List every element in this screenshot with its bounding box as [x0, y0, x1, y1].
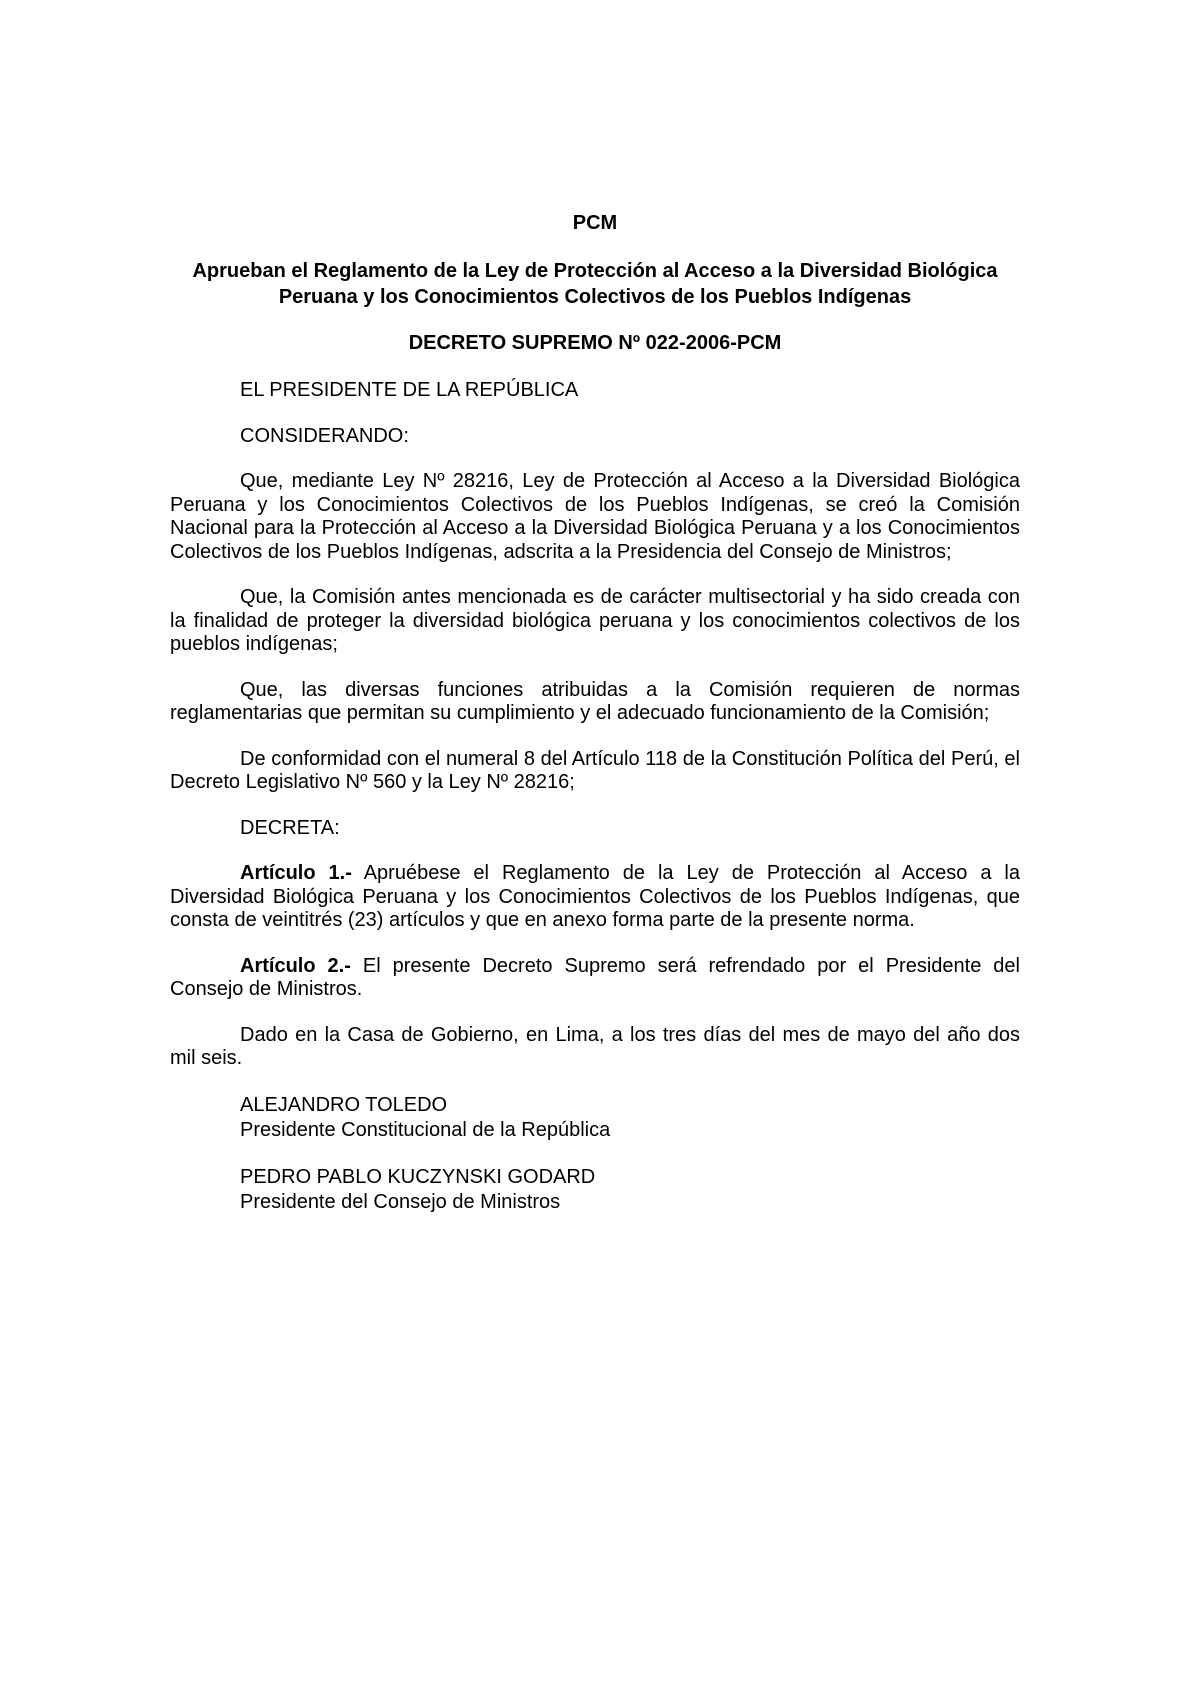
- signature-2-role: Presidente del Consejo de Ministros: [240, 1190, 561, 1213]
- document-title: [170, 258, 1020, 310]
- article-2: [170, 955, 1020, 1002]
- document-title-line-1: Aprueban el Reglamento de la Ley de Protección al Acceso a la Diversidad Biológica: [192, 259, 998, 282]
- considering-label: CONSIDERANDO:: [240, 424, 409, 447]
- considering-paragraph-3: Que, las diversas funciones atribuidas a la Comisión requieren de normas reglamentarias que permitan su cumplimiento y el adecuado funcionamiento de la Comisión;: [170, 678, 1020, 724]
- article-1: [170, 862, 1020, 933]
- signature-block-2: [240, 1165, 1020, 1215]
- decree-number: DECRETO SUPREMO Nº 022-2006-PCM: [408, 331, 782, 354]
- closing-paragraph: Dado en la Casa de Gobierno, en Lima, a los tres días del mes de mayo del año dos mil seis.: [170, 1023, 1020, 1069]
- considering-paragraph-2: Que, la Comisión antes mencionada es de carácter multisectorial y ha sido creada con la finalidad de proteger la diversidad biológica peruana y los conocimientos colectivos de los pueblos indígenas;: [170, 586, 1020, 655]
- article-1-lead: Artículo 1.-: [240, 862, 352, 884]
- signature-1-role: Presidente Constitucional de la República: [240, 1118, 611, 1141]
- signature-block-1: [240, 1093, 1020, 1143]
- considering-paragraph-4: De conformidad con el numeral 8 del Artículo 118 de la Constitución Política del Perú, el Decreto Legislativo Nº 560 y la Ley Nº 28216;: [170, 747, 1020, 793]
- agency-header: PCM: [572, 212, 618, 234]
- salutation: EL PRESIDENTE DE LA REPÚBLICA: [240, 379, 579, 401]
- decree-label: DECRETA:: [240, 816, 340, 839]
- document-title-line-2: Peruana y los Conocimientos Colectivos de los Pueblos Indígenas: [278, 285, 912, 308]
- article-2-lead: Artículo 2.-: [240, 954, 351, 977]
- article-1-text: Apruébese el Reglamento de la Ley de Protección al Acceso a la Diversidad Biológica Peruana y los Conocimientos Colectivos de los Pueblos Indígenas, que consta de veintitrés (23) artículos y que en anexo forma parte de la presente norma.: [170, 862, 1020, 931]
- signature-2-name: PEDRO PABLO KUCZYNSKI GODARD: [240, 1165, 596, 1188]
- signature-1-name: ALEJANDRO TOLEDO: [240, 1093, 448, 1116]
- considering-paragraph-1: Que, mediante Ley Nº 28216, Ley de Protección al Acceso a la Diversidad Biológica Peruana y los Conocimientos Colectivos de los Pueblos Indígenas, se creó la Comisión Nacional para la Protección al Acceso a la Diversidad Biológica Peruana y a los Conocimientos Colectivos de los Pueblos Indígenas, adscrita a la Presidencia del Consejo de Ministros;: [170, 470, 1020, 563]
- article-2-text: El presente Decreto Supremo será refrendado por el Presidente del Consejo de Ministros.: [170, 954, 1020, 1000]
